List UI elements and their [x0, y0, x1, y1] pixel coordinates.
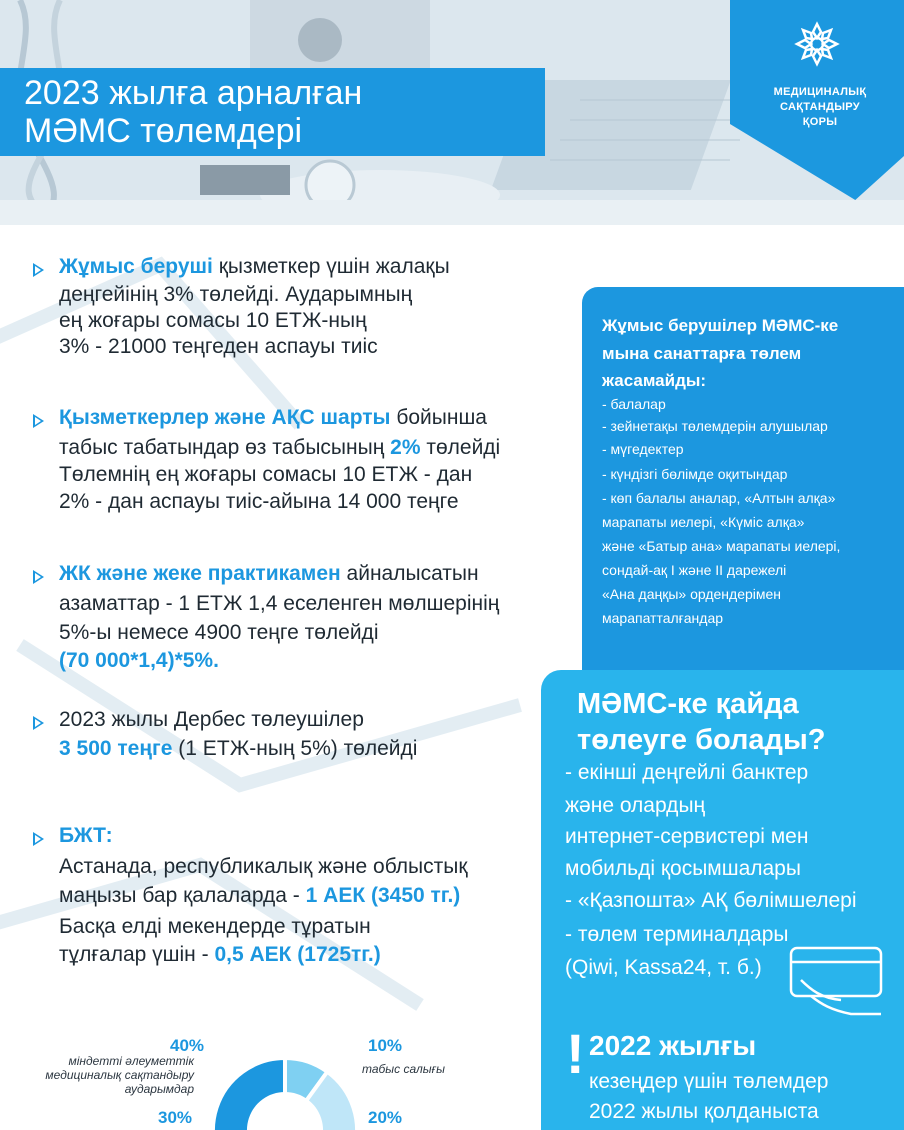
ip-line4: (70 000*1,4)*5%. — [59, 649, 219, 672]
employer-line4: 3% - 21000 теңгеден аспауы тиіс — [59, 335, 378, 358]
employees-line4: 2% - дан аспауы тиіс-айына 14 000 теңге — [59, 490, 459, 513]
where-item: - төлем терминалдары — [565, 923, 789, 946]
employer-line2: деңгейінің 3% төлейді. Аударымның — [59, 283, 413, 306]
where-item: - «Қазпошта» АҚ бөлімшелері — [565, 889, 857, 912]
pie-annot-left1: міндетті әлеуметтік — [68, 1054, 194, 1068]
exempt-title-2: мына санаттарға төлем — [602, 344, 802, 363]
exempt-item: марапаты иелері, «Күміс алқа» — [602, 514, 805, 530]
bzt-title: БЖТ: — [59, 824, 113, 847]
logo-text-1: МЕДИЦИНАЛЫҚ — [773, 86, 867, 98]
title-box — [0, 68, 545, 156]
where-item: мобильді қосымшалары — [565, 857, 801, 880]
employees-line3: Төлемнің ең жоғары сомасы 10 ЕТЖ - дан — [59, 463, 473, 486]
bullet-arrow-icon — [33, 570, 44, 584]
employees-line2: табыс табатындар өз табысының 2% төлейді — [59, 436, 501, 459]
pie-label-20: 20% — [368, 1108, 403, 1127]
pie-annot-left2: медициналық сақтандыру — [45, 1068, 194, 1082]
pie-annot-right: табыс салығы — [362, 1062, 445, 1076]
ip-line2: азаматтар - 1 ЕТЖ 1,4 еселенген мөлшерінің — [59, 592, 500, 615]
exempt-title-1: Жұмыс берушілер МӘМС-ке — [602, 316, 839, 335]
bzt-line4: тұлғалар үшін - 0,5 АЕК (1725тг.) — [59, 943, 381, 966]
background-lines — [0, 225, 560, 1130]
note-line2: 2022 жылы қолданыста — [589, 1100, 819, 1123]
ip-line1: ЖК және жеке практикамен айналысатын — [59, 562, 479, 585]
bzt-line3: Басқа елді мекендерде тұратын — [59, 915, 371, 938]
where-item: және олардың — [565, 794, 706, 817]
note-title: 2022 жылғы — [589, 1030, 757, 1061]
exempt-item: - балалар — [602, 396, 666, 412]
exclamation-icon: ! — [566, 1022, 585, 1085]
exempt-item: және «Батыр ана» марапаты иелері, — [602, 538, 841, 554]
exempt-categories-box — [582, 287, 904, 675]
employer-line1: Жұмыс беруші қызметкер үшін жалақы — [59, 255, 450, 278]
tax-pie-chart — [210, 1020, 360, 1130]
employees-line1: Қызметкерлер және АҚС шарты бойынша — [59, 406, 487, 429]
where-title-2: төлеуге болады? — [577, 724, 826, 756]
pie-label-10: 10% — [368, 1036, 403, 1055]
where-item: - екінші деңгейлі банктер — [565, 761, 809, 784]
card-in-hand-icon — [781, 940, 891, 1020]
employer-line3: ең жоғары сомасы 10 ЕТЖ-ның — [59, 309, 367, 332]
exempt-item: «Ана даңқы» ордендерімен — [602, 586, 782, 602]
exempt-item: - мүгедектер — [602, 441, 684, 457]
self-line2: 3 500 теңге (1 ЕТЖ-ның 5%) төлейді — [59, 737, 418, 760]
bullet-arrow-icon — [33, 263, 44, 277]
bullet-arrow-icon — [33, 832, 44, 846]
pie-annot-left3: аударымдар — [124, 1082, 194, 1096]
bullet-arrow-icon — [33, 716, 44, 730]
exempt-item: - күндізгі бөлімде оқитындар — [602, 466, 788, 482]
pie-slice-40 — [213, 1058, 285, 1130]
pie-label-40: 40% — [170, 1036, 205, 1055]
logo-text-3: ҚОРЫ — [802, 116, 838, 128]
bzt-line1: Астанада, республикалық және облыстық — [59, 855, 468, 878]
exempt-title-3: жасамайды: — [602, 371, 707, 390]
note-line1: кезеңдер үшін төлемдер — [589, 1070, 829, 1093]
fund-logo-icon — [793, 20, 841, 68]
where-to-pay-box — [541, 670, 904, 1130]
exempt-item: - көп балалы аналар, «Алтын алқа» — [602, 490, 836, 506]
ip-line3: 5%-ы немесе 4900 теңге төлейді — [59, 621, 379, 644]
bullet-arrow-icon — [33, 414, 44, 428]
page-title-line1: 2023 жылға арналған — [24, 74, 363, 112]
where-item: интернет-сервистері мен — [565, 825, 809, 848]
where-item: (Qiwi, Kassa24, т. б.) — [565, 956, 762, 979]
pie-label-30: 30% — [158, 1108, 193, 1127]
where-title-1: МӘМС-ке қайда — [577, 688, 799, 720]
logo-text-2: САҚТАНДЫРУ — [780, 101, 860, 113]
exempt-item: - зейнетақы төлемдерін алушылар — [602, 418, 828, 434]
page-title-line2: МӘМС төлемдері — [24, 112, 303, 150]
exempt-item: сондай-ақ I және II дарежелі — [602, 562, 787, 578]
self-line1: 2023 жылы Дербес төлеушілер — [59, 708, 364, 731]
bzt-line2: маңызы бар қалаларда - 1 АЕК (3450 тг.) — [59, 884, 461, 907]
exempt-item: марапатталғандар — [602, 610, 724, 626]
